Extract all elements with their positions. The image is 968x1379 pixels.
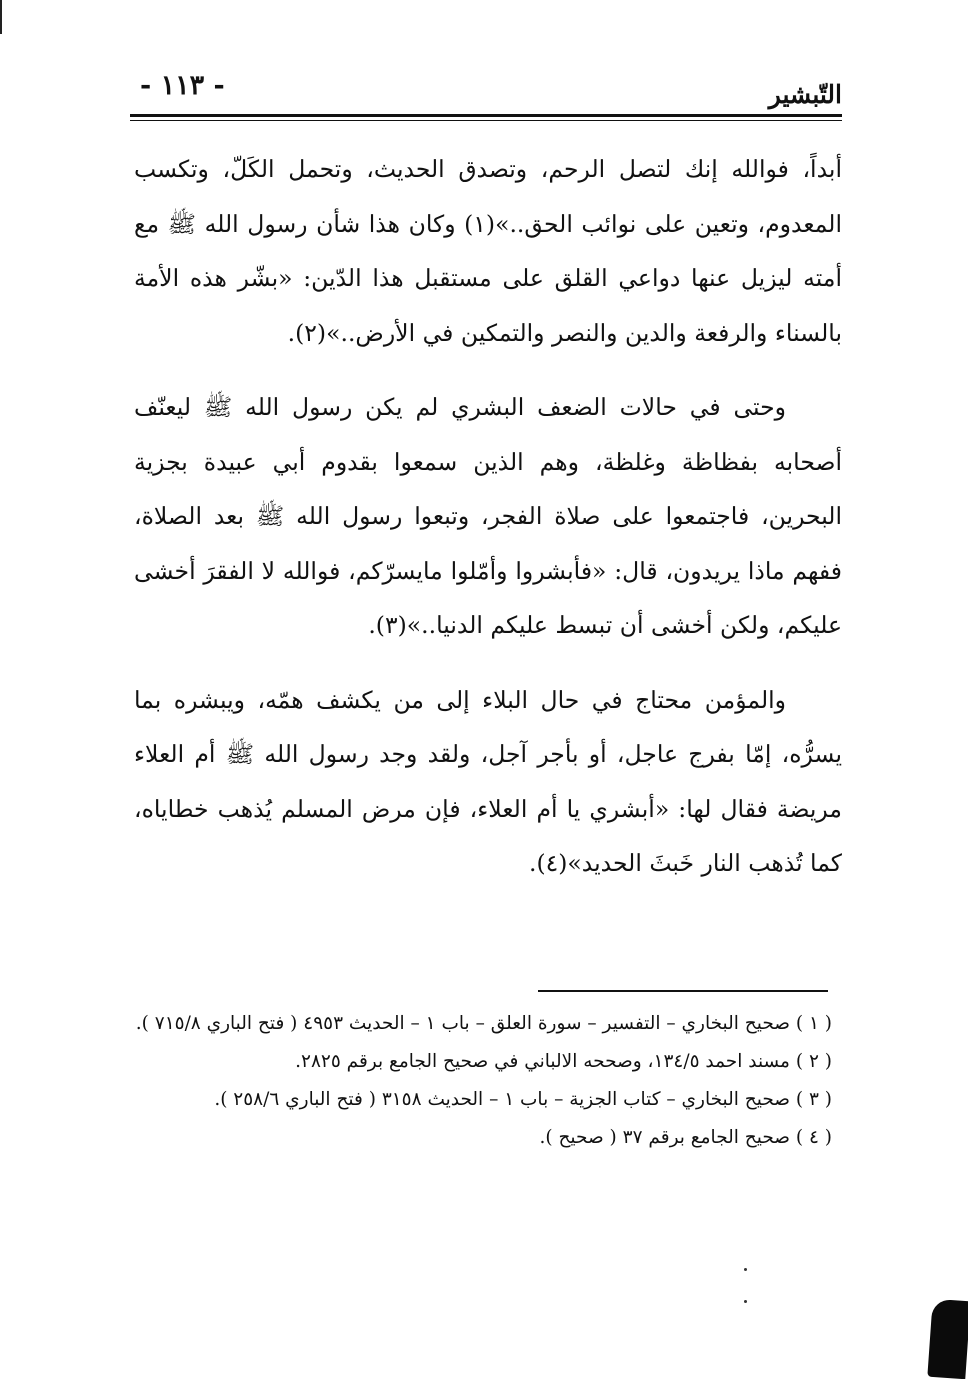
scan-edge-mark [0, 0, 2, 34]
paragraph-3: والمؤمن محتاج في حال البلاء إلى من يكشف همّه، ويبشره بما يسرُّه، إمّا بفرج عاجل، أو بأجر آجل، ولقد وجد رسول الله ﷺ أم العلاء مريضة فقال لها: «أبشري يا أم العلاء، فإن مرض المسلم يُذهب خطاياه، كما تُذهب النار خَبثَ الحديد»(٤). [134, 685, 842, 877]
footnote-4: ( ٤ ) صحيح الجامع برقم ٣٧ ( صحيح ). [539, 1127, 832, 1148]
running-title: التّبشير [768, 80, 842, 109]
footnote-3: ( ٣ ) صحيح البخاري – كتاب الجزية – باب ١ – الحديث ٣١٥٨ ( فتح الباري ٢٥٨/٦ ). [214, 1089, 832, 1110]
paragraph-1: أبداً، فوالله إنك لتصل الرحم، وتصدق الحديث، وتحمل الكَلّ، وتكسب المعدوم، وتعين على نوائب الحق..»(١) وكان هذا شأن رسول الله ﷺ مع أمته ليزيل عنها دواعي القلق على مستقبل هذا الدّين: «بشّر هذه الأمة بالسناء والرفعة والدين والنصر والتمكين في الأرض..»(٢). [134, 155, 842, 347]
page-number: - ١١٣ - [140, 70, 225, 101]
header-rule [130, 114, 842, 121]
scan-speck [744, 1300, 747, 1303]
main-text [134, 142, 842, 911]
footnote-2: ( ٢ ) مسند احمد ١٣٤/٥، وصححه الالباني في صحيح الجامع برقم ٢٨٢٥. [295, 1051, 832, 1072]
scan-speck [744, 1268, 747, 1271]
paragraph-2: وحتى في حالات الضعف البشري لم يكن رسول الله ﷺ ليعنّف أصحابه بفظاظة وغلظة، وهم الذين سمعوا بقدوم أبي عبيدة بجزية البحرين، فاجتمعوا على صلاة الفجر، وتبعوا رسول الله ﷺ بعد الصلاة، ففهم ماذا يريدون، قال: «فأبشروا وأمّلوا مايسرّكم، فوالله لا الفقرَ أخشى عليكم، ولكن أخشى أن تبسط عليكم الدنيا..»(٣). [134, 393, 842, 639]
footnote-separator [538, 990, 828, 992]
footnote-1: ( ١ ) صحيح البخاري – التفسير – سورة العلق – باب ١ – الحديث ٤٩٥٣ ( فتح الباري ٧١٥/٨ ). [135, 1013, 832, 1034]
page-header [130, 62, 842, 114]
footnotes [120, 1005, 832, 1157]
scan-corner-blot [927, 1299, 968, 1379]
